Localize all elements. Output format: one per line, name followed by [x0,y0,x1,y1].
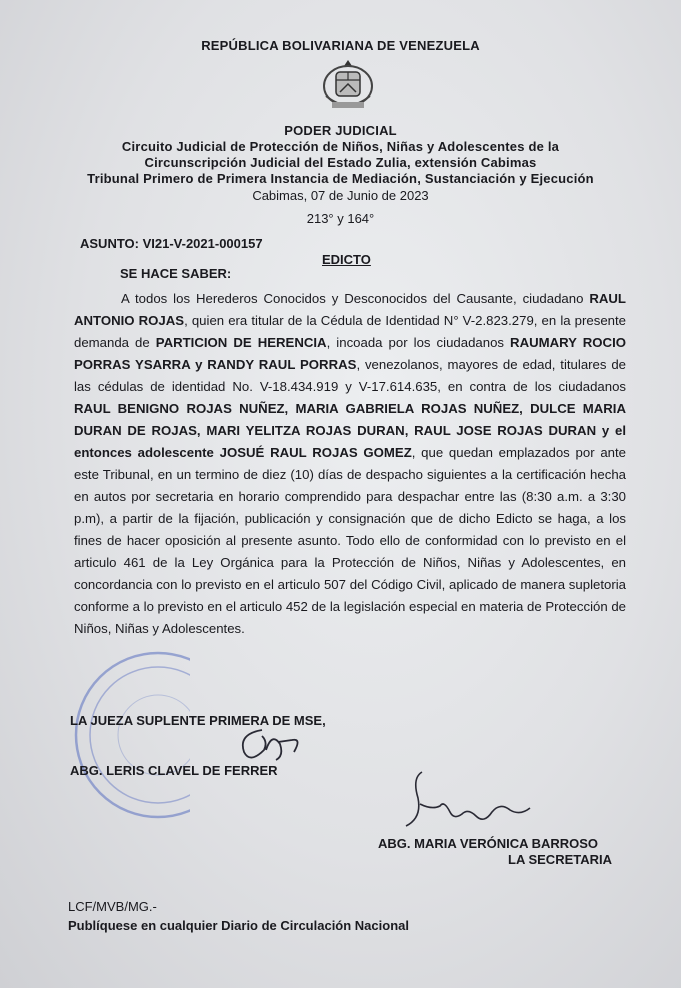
body-text-5: , que quedan emplazados por ante este Tribunal, en un termino de diez (10) días de despacho siguientes a la certificación hecha en autos por secretaria en horario comprendido para despachar entre las (8:30 a.m. a 3:30 p.m), a partir de la fijación, publicación y consignación que de dicho Edicto se haga, a los fines de hacer oposición al presente asunto. Todo ello de conformidad con lo previsto en el articulo 461 de la Ley Orgánica para la Protección de Niños, Niñas y Adolescentes, en concordancia con lo previsto en el articulo 507 del Código Civil, aplicado de manera supletoria conforme a lo previsto en el articulo 452 de la legislación especial en materia de Protección de Niños, Niñas y Adolescentes. [74,445,626,636]
coat-of-arms-icon [318,58,378,114]
judge-title: LA JUEZA SUPLENTE PRIMERA DE MSE, [70,713,326,728]
republic-heading: REPÚBLICA BOLIVARIANA DE VENEZUELA [201,38,480,53]
secretary-title: LA SECRETARIA [508,852,612,867]
edict-title: EDICTO [322,252,371,267]
plaintiffs: RAUMARY ROCIO PORRAS YSARRA y RANDY RAUL PORRAS [74,335,626,372]
place-date: Cabimas, 07 de Junio de 2023 [252,188,429,203]
body-text-4: , venezolanos, mayores de edad, titulares de las cédulas de identidad No. V-18.434.919 y V-17.614.635, en contra de los ciudadanos [74,357,626,394]
body-text-1: A todos los Herederos Conocidos y Desconocidos del Causante, ciudadano [121,291,590,306]
years-line: 213° y 164° [306,211,375,226]
tribunal-line: Tribunal Primero de Primera Instancia de Mediación, Sustanciación y Ejecución [87,171,594,186]
judge-name: ABG. LERIS CLAVEL DE FERRER [70,763,278,778]
case-number: ASUNTO: VI21-V-2021-000157 [80,236,263,251]
case-type: PARTICION DE HERENCIA [155,335,327,350]
publication-note: Publíquese en cualquier Diario de Circulación Nacional [68,918,409,933]
secretary-name: ABG. MARIA VERÓNICA BARROSO [378,836,599,851]
court-stamp-icon [70,640,190,830]
defendants: RAUL BENIGNO ROJAS NUÑEZ, MARIA GABRIELA ROJAS NUÑEZ, DULCE MARIA DURAN DE ROJAS, MARI YELITZA ROJAS DURAN, RAUL JOSE ROJAS DURAN y el entonces adolescente JOSUÉ RAUL ROJAS GOMEZ [74,401,626,460]
intro-line: SE HACE SABER: [120,266,232,281]
edict-body [74,288,626,640]
body-text-3: , incoada por los ciudadanos [326,335,511,350]
judicial-power-heading: PODER JUDICIAL [284,123,397,138]
circuit-line-1: Circuito Judicial de Protección de Niños, Niñas y Adolescentes de la [121,139,560,154]
circuit-line-2: Circunscripción Judicial del Estado Zulia, extensión Cabimas [144,155,537,170]
initials: LCF/MVB/MG.- [68,899,157,914]
body-text-2: , quien era titular de la Cédula de Identidad N° V-2.823.279, en la presente demanda de [74,313,626,350]
deceased-name: RAUL ANTONIO ROJAS [74,291,626,328]
